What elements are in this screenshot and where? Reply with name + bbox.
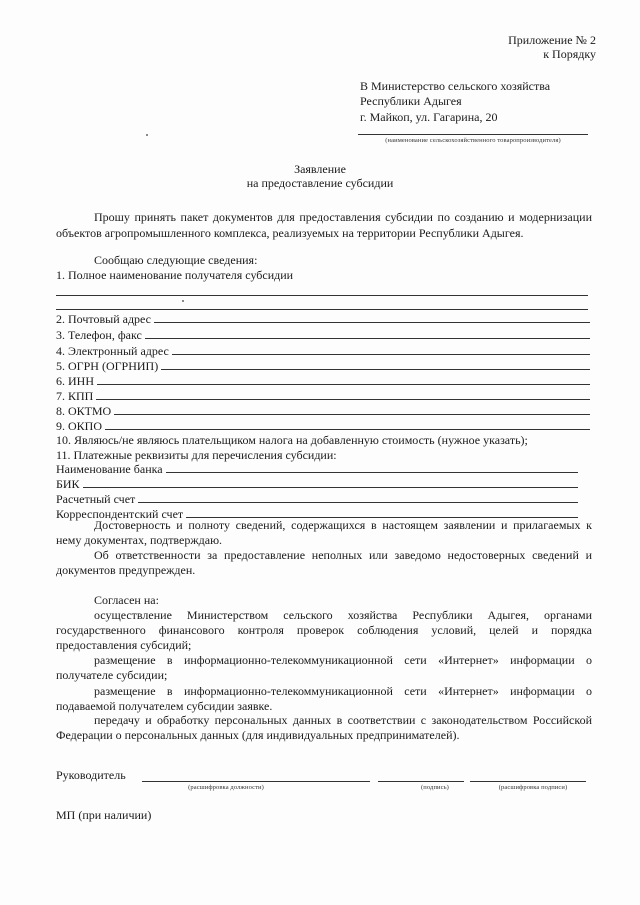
kpp-row[interactable]: [56, 387, 590, 403]
name-line[interactable]: [470, 781, 586, 782]
ogrn-line[interactable]: [161, 369, 590, 370]
bank-details-label: 11. Платежные реквизиты для перечисления субсидии:: [56, 448, 337, 462]
corr-account-label: Корреспондентский счет: [56, 506, 184, 521]
postal-address-label: 2. Почтовый адрес: [56, 311, 152, 326]
postal-address-row[interactable]: [56, 310, 590, 326]
okpo-row[interactable]: [56, 417, 590, 433]
okpo-label: 9. ОКПО: [56, 418, 103, 433]
postal-address-line[interactable]: [154, 322, 590, 323]
head-label: Руководитель: [56, 768, 126, 782]
accuracy-statement: Достоверность и полноту сведений, содержащихся в настоящем заявлении и прилагаемых к нему документах, подтверждаю.: [56, 518, 592, 547]
responsibility-statement: Об ответственности за предоставление неполных или заведомо недостоверных сведений и документов предупрежден.: [56, 548, 592, 577]
applicant-name-caption: (наименование сельскохозяйственного товаропроизводителя): [385, 137, 561, 144]
bank-name-row[interactable]: [56, 460, 578, 476]
appendix-order: к Порядку: [543, 47, 596, 62]
inn-row[interactable]: [56, 372, 590, 388]
consent-item-audit: осуществление Министерством сельского хозяйства Республики Адыгея, органами государственного финансового контроля проверок соблюдения условий, целей и порядка предоставления субсидий;: [56, 608, 592, 653]
kpp-line[interactable]: [96, 399, 590, 400]
bank-name-label: Наименование банка: [56, 461, 163, 476]
addressee-line-1: В Министерство сельского хозяйства: [360, 79, 551, 93]
email-line[interactable]: [172, 354, 590, 355]
addressee-block: [360, 79, 620, 125]
document-title: [0, 162, 640, 191]
stamp-label: МП (при наличии): [56, 808, 152, 822]
consent-item-recipient-info: размещение в информационно-телекоммуникационной сети «Интернет» информации о получателе субсидии;: [56, 653, 592, 683]
phone-fax-label: 3. Телефон, факс: [56, 327, 142, 342]
addressee-line-3: г. Майкоп, ул. Гагарина, 20: [360, 109, 498, 124]
consent-heading: Согласен на:: [94, 593, 159, 607]
bik-line[interactable]: [83, 487, 578, 488]
report-intro: Сообщаю следующие сведения:: [94, 253, 258, 267]
email-label: 4. Электронный адрес: [56, 343, 169, 358]
full-name-label: 1. Полное наименование получателя субсидии: [56, 268, 294, 282]
bank-name-line[interactable]: [166, 472, 578, 473]
oktmo-line[interactable]: [114, 414, 590, 415]
kpp-label: 7. КПП: [56, 388, 94, 403]
bik-label: БИК: [56, 476, 80, 491]
account-label: Расчетный счет: [56, 491, 136, 506]
position-line[interactable]: [142, 781, 370, 782]
oktmo-row[interactable]: [56, 402, 590, 418]
email-row[interactable]: [56, 342, 590, 358]
inn-label: 6. ИНН: [56, 373, 94, 388]
request-paragraph: Прошу принять пакет документов для предоставления субсидии по созданию и модернизации объектов агропромышленного комплекса, реализуемых на территории Республики Адыгея.: [56, 210, 592, 240]
consent-item-application-info: размещение в информационно-телекоммуникационной сети «Интернет» информации о подаваемой получателем субсидии заявке.: [56, 684, 592, 714]
position-caption: (расшифровка должности): [188, 784, 264, 791]
ogrn-label: 5. ОГРН (ОГРНИП): [56, 358, 159, 373]
account-line[interactable]: [138, 502, 578, 503]
consent-item-personal-data: передачу и обработку персональных данных в соответствии с законодательством Российской Федерации о персональных данных (для индивидуальных предпринимателей).: [56, 713, 592, 743]
scan-speck: [182, 300, 184, 302]
appendix-number: Приложение № 2: [508, 33, 596, 47]
signature-caption: (подпись): [421, 784, 449, 791]
name-caption: (расшифровка подписи): [498, 784, 568, 791]
applicant-name-line[interactable]: [358, 134, 588, 135]
okpo-line[interactable]: [105, 429, 590, 430]
full-name-line-1[interactable]: [56, 295, 588, 296]
phone-fax-line[interactable]: [145, 338, 590, 339]
account-row[interactable]: [56, 490, 578, 506]
ogrn-row[interactable]: [56, 357, 590, 373]
vat-status-label: 10. Являюсь/не являюсь плательщиком налога на добавленную стоимость (нужное указать);: [56, 433, 528, 447]
signature-line[interactable]: [378, 781, 464, 782]
appendix-reference: [396, 33, 596, 62]
title-line-1: Заявление: [294, 162, 346, 176]
title-line-2: на предоставление субсидии: [246, 176, 394, 191]
oktmo-label: 8. ОКТМО: [56, 403, 112, 418]
bik-row[interactable]: [56, 475, 578, 491]
scan-speck: [146, 134, 148, 136]
inn-line[interactable]: [97, 384, 590, 385]
addressee-line-2: Республики Адыгея: [360, 94, 462, 109]
phone-fax-row[interactable]: [56, 326, 590, 342]
